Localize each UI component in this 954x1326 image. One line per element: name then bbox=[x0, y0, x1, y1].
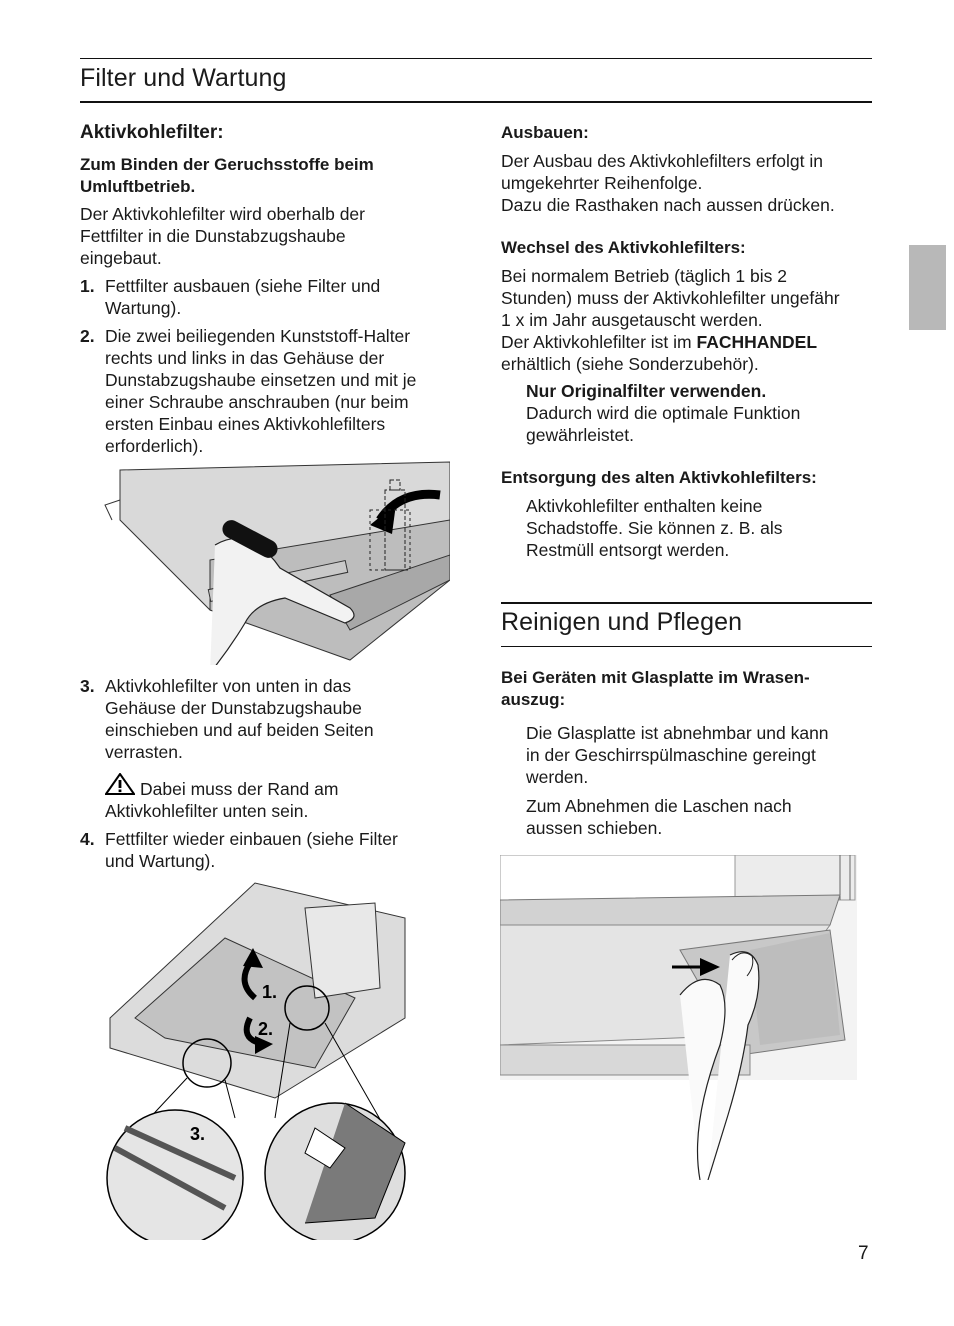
abnehmen-paragraph bbox=[526, 795, 792, 839]
step-number: 1. bbox=[80, 276, 95, 296]
step-number: 3. bbox=[80, 676, 95, 696]
wechsel-line: erhältlich (siehe Sonderzubehör). bbox=[501, 354, 759, 374]
entsorgung-line: Aktivkohlefilter enthalten keine bbox=[526, 496, 763, 516]
glasplatte-line: Die Glasplatte ist abnehmbar und kann bbox=[526, 723, 829, 743]
step-line: Gehäuse der Dunstabzugshaube bbox=[105, 698, 362, 718]
subheading-line: Bei Geräten mit Glasplatte im Wrasen- bbox=[501, 668, 810, 687]
wechsel-line: Bei normalem Betrieb (täglich 1 bis 2 bbox=[501, 266, 787, 286]
reinigen-top-rule bbox=[501, 602, 872, 604]
step-text bbox=[105, 675, 374, 763]
title-underline bbox=[80, 101, 872, 103]
intro-line: Der Aktivkohlefilter wird oberhalb der bbox=[80, 204, 365, 224]
step-line: Fettfilter ausbauen (siehe Filter und bbox=[105, 276, 381, 296]
step-line: einschieben und auf beiden Seiten bbox=[105, 720, 374, 740]
figure-glass-plate-removal bbox=[500, 855, 860, 1180]
figure-step-label: 2. bbox=[258, 1019, 274, 1039]
figure-filter-insertion bbox=[105, 878, 445, 1240]
step-text bbox=[105, 275, 380, 319]
wechsel-heading: Wechsel des Aktivkohlefilters: bbox=[501, 238, 746, 257]
warning-line: Dabei muss der Rand am bbox=[140, 779, 339, 799]
warning-text bbox=[105, 778, 338, 822]
wechsel-line: Stunden) muss der Aktivkohlefilter ungefähr bbox=[501, 288, 840, 308]
subheading-line: auszug: bbox=[501, 690, 566, 709]
intro-line: eingebaut. bbox=[80, 248, 162, 268]
step-line: und Wartung). bbox=[105, 851, 216, 871]
top-rule bbox=[80, 58, 872, 59]
note-line: gewährleistet. bbox=[526, 425, 634, 445]
note-title: Nur Originalfilter verwenden. bbox=[526, 381, 767, 401]
step-line: Dunstabzugshaube einsetzen und mit je bbox=[105, 370, 417, 390]
section-title: Filter und Wartung bbox=[80, 64, 287, 92]
entsorgung-heading: Entsorgung des alten Aktivkohlefilters: bbox=[501, 468, 817, 487]
step-line: Fettfilter wieder einbauen (siehe Filter bbox=[105, 829, 398, 849]
note-line: Dadurch wird die optimale Funktion bbox=[526, 403, 801, 423]
aktivkohlefilter-heading: Aktivkohlefilter: bbox=[80, 122, 224, 143]
wechsel-paragraph bbox=[501, 265, 840, 375]
aktivkohlefilter-subheading: Zum Binden der Geruchsstoffe beim Umluftbetrieb. bbox=[80, 155, 374, 196]
step-number: 4. bbox=[80, 829, 95, 849]
wechsel-line: 1 x im Jahr ausgetauscht werden. bbox=[501, 310, 763, 330]
step-line: Wartung). bbox=[105, 298, 182, 318]
entsorgung-line: Restmüll entsorgt werden. bbox=[526, 540, 730, 560]
ausbauen-line: umgekehrter Reihenfolge. bbox=[501, 173, 703, 193]
abnehmen-line: Zum Abnehmen die Laschen nach bbox=[526, 796, 792, 816]
figure-step-label: 3. bbox=[190, 1124, 206, 1144]
fachhandel-emphasis: FACHHANDEL bbox=[696, 332, 818, 352]
reinigen-subheading bbox=[501, 667, 810, 711]
reinigen-underline bbox=[501, 646, 872, 647]
glasplatte-paragraph bbox=[526, 722, 829, 788]
page-number: 7 bbox=[858, 1243, 869, 1264]
step-line: Die zwei beiliegenden Kunststoff-Halter bbox=[105, 326, 411, 346]
wechsel-text: Der Aktivkohlefilter ist im bbox=[501, 332, 697, 352]
wechsel-line bbox=[501, 331, 840, 353]
step-line: ersten Einbau eines Aktivkohlefilters bbox=[105, 414, 386, 434]
step-text bbox=[105, 828, 398, 872]
abnehmen-line: aussen schieben. bbox=[526, 818, 663, 838]
step-line: verrasten. bbox=[105, 742, 183, 762]
ausbauen-line: Der Ausbau des Aktivkohlefilters erfolgt in bbox=[501, 151, 823, 171]
entsorgung-line: Schadstoffe. Sie können z. B. als bbox=[526, 518, 783, 538]
reinigen-title: Reinigen und Pflegen bbox=[501, 608, 743, 636]
step-number: 2. bbox=[80, 326, 95, 346]
glasplatte-line: in der Geschirrspülmaschine gereingt bbox=[526, 745, 816, 765]
warning-line: Aktivkohlefilter unten sein. bbox=[105, 801, 309, 821]
ausbauen-heading: Ausbauen: bbox=[501, 123, 589, 142]
step-line: rechts und links in das Gehäuse der bbox=[105, 348, 385, 368]
ausbauen-paragraph bbox=[501, 150, 835, 216]
glasplatte-line: werden. bbox=[526, 767, 589, 787]
figure-holder-installation bbox=[100, 460, 450, 665]
step-line: erforderlich). bbox=[105, 436, 204, 456]
intro-paragraph bbox=[80, 203, 365, 269]
entsorgung-paragraph bbox=[526, 495, 783, 561]
ausbauen-line: Dazu die Rasthaken nach aussen drücken. bbox=[501, 195, 835, 215]
intro-line: Fettfilter in die Dunstabzugshaube bbox=[80, 226, 346, 246]
figure-step-label: 1. bbox=[262, 982, 278, 1002]
step-text bbox=[105, 325, 416, 457]
step-line: einer Schraube anschrauben (nur beim bbox=[105, 392, 409, 412]
language-tab-marker bbox=[909, 245, 946, 330]
step-line: Aktivkohlefilter von unten in das bbox=[105, 676, 352, 696]
note-block bbox=[526, 380, 800, 446]
